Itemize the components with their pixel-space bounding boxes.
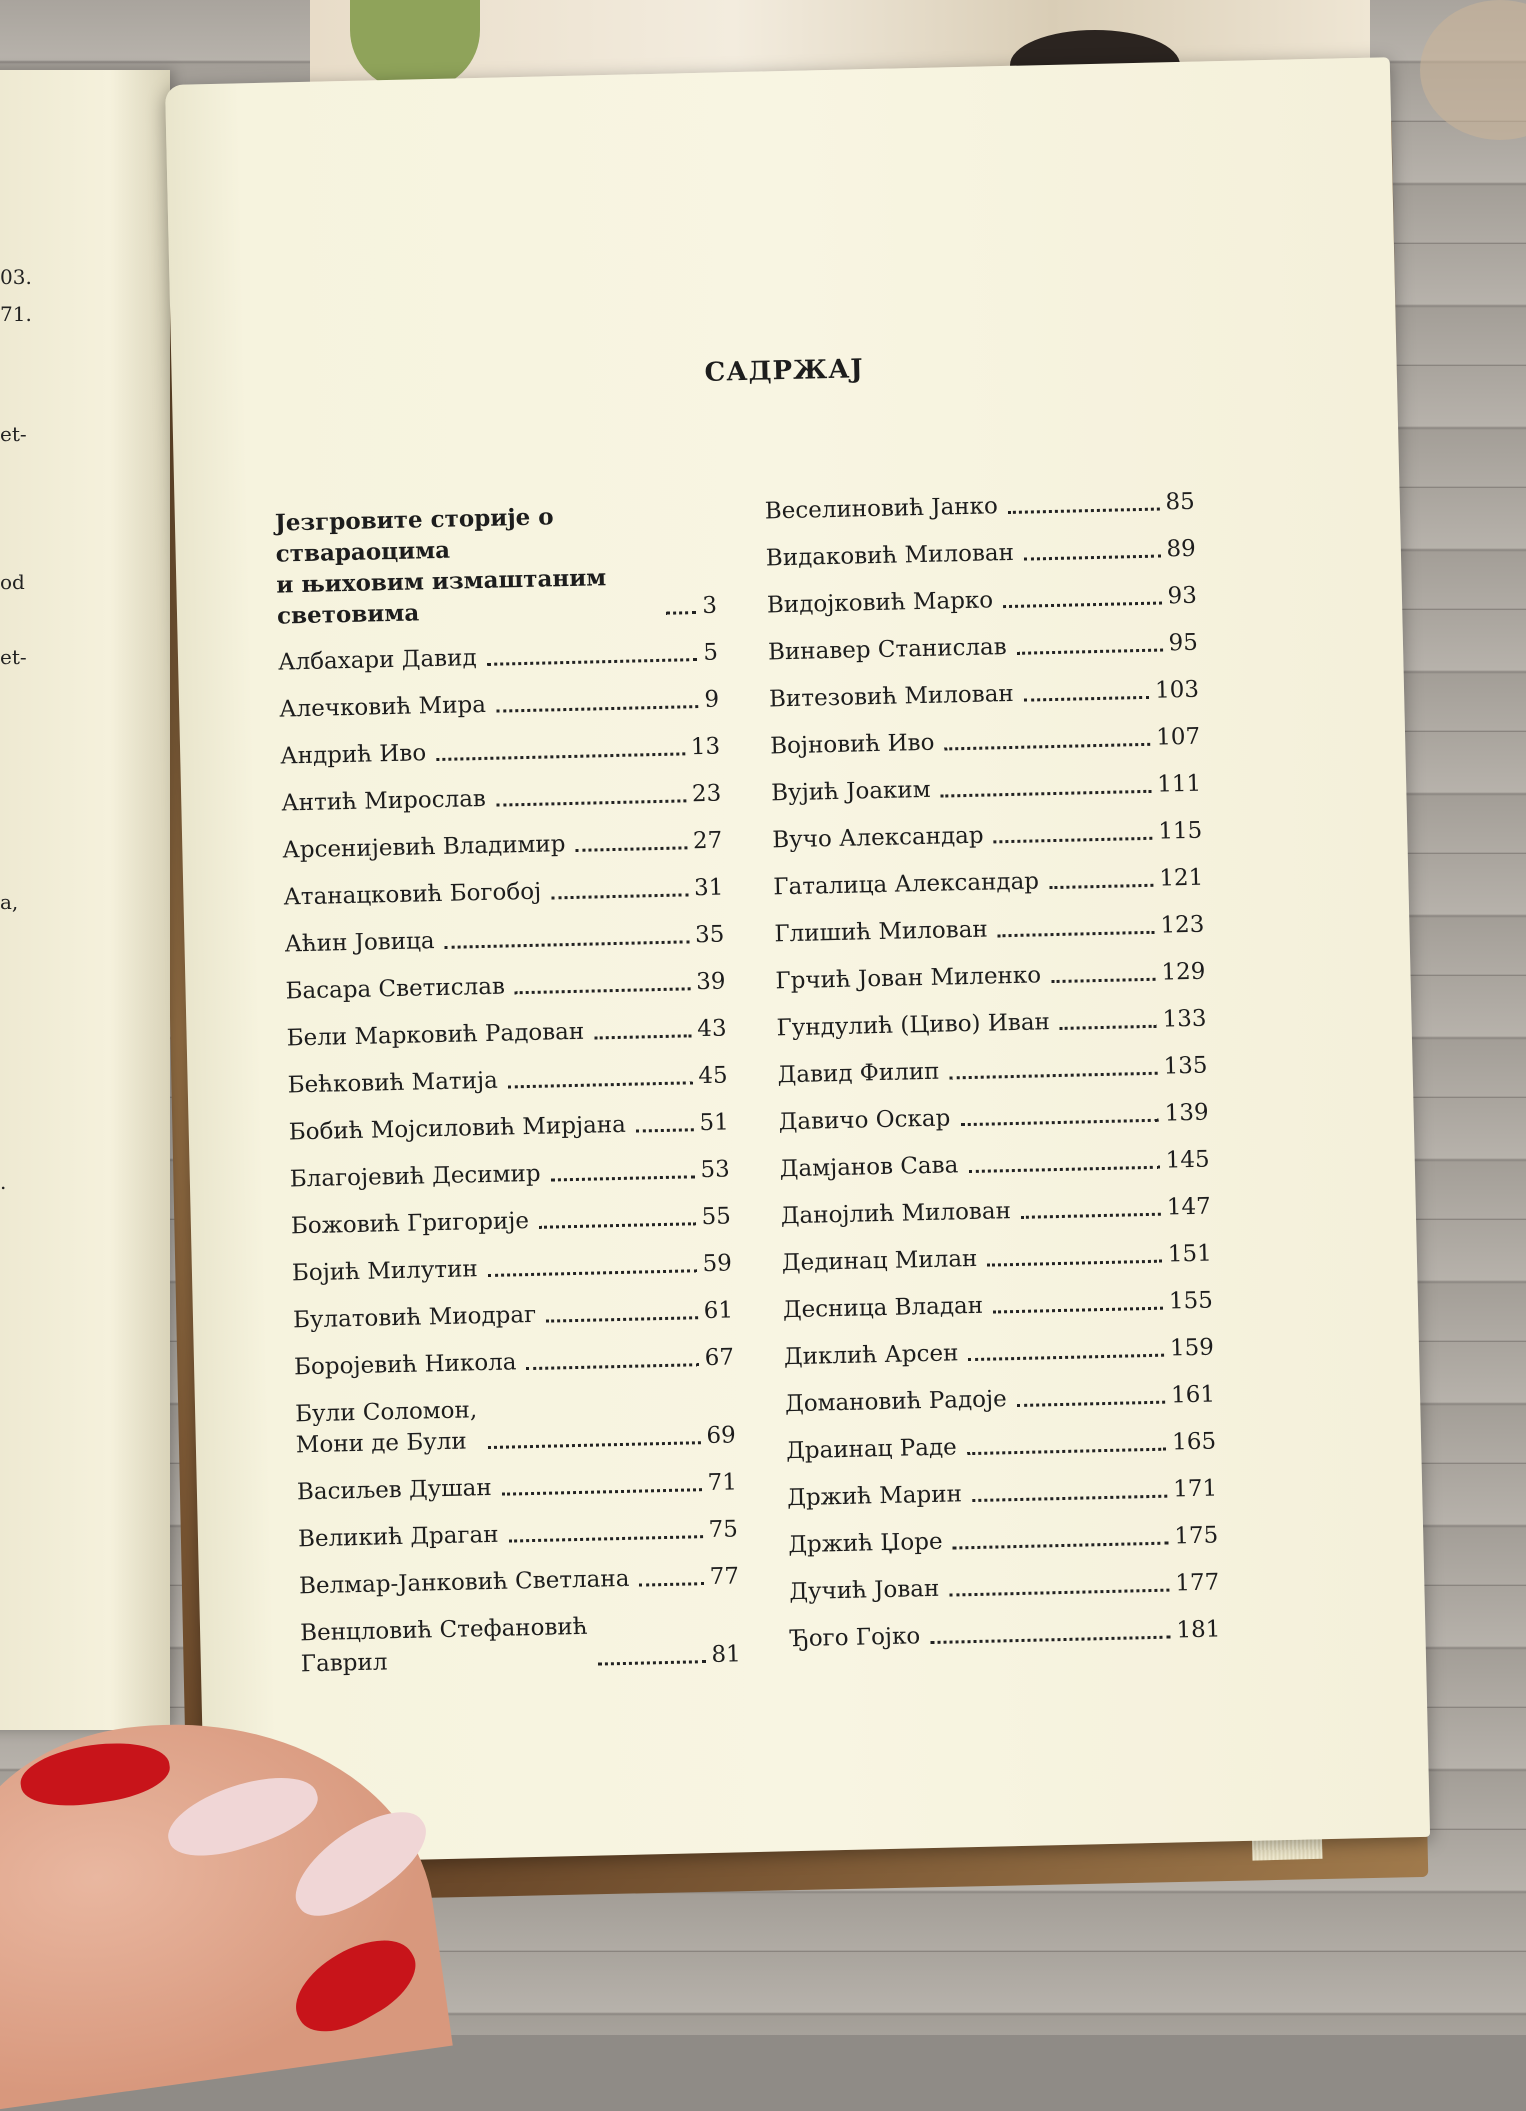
dot-leader [594, 1034, 691, 1039]
toc-entry-name: Десница Владан [782, 1292, 984, 1324]
toc-entry [772, 816, 1203, 857]
toc-entry [290, 1154, 731, 1195]
toc-entry-page: 155 [1168, 1287, 1214, 1315]
toc-entry-name: Алечковић Мира [278, 691, 487, 723]
toc-entry [288, 1107, 729, 1148]
toc-entry [293, 1295, 734, 1336]
toc-entry-page: 139 [1164, 1099, 1209, 1127]
toc-right-column [764, 487, 1221, 1671]
toc-entry-name: Давид Филип [777, 1058, 940, 1089]
toc-entry [275, 498, 718, 632]
dot-leader [1024, 696, 1149, 702]
toc-entry [784, 1333, 1215, 1374]
toc-entry-name: Басара Светислав [285, 973, 506, 1005]
toc-entry [299, 1561, 740, 1602]
toc-entry [291, 1201, 732, 1242]
toc-entry-name: Грчић Јован Миленко [775, 962, 1042, 995]
dot-leader [551, 1175, 695, 1181]
dot-leader [496, 705, 699, 713]
toc-entry-name: Дучић Јован [789, 1575, 940, 1606]
dot-leader [972, 1495, 1167, 1502]
toc-entry-name: Були Соломон, Мони де Були [294, 1397, 478, 1459]
toc-entry-name: Данојлић Милован [780, 1198, 1012, 1230]
toc-entry-name: Арсенијевић Владимир [282, 831, 566, 864]
toc-entry-name: Гундулић (Циво) Иван [776, 1009, 1051, 1042]
toc-entry-page: 39 [695, 968, 726, 996]
left-page-fragment: et- [0, 422, 27, 446]
toc-entry [768, 628, 1199, 669]
toc-entry-page: 133 [1162, 1005, 1207, 1033]
dot-leader [445, 940, 690, 949]
toc-entry [769, 675, 1200, 716]
dot-leader [1024, 555, 1161, 561]
left-page-fragment: 71. [0, 302, 32, 326]
toc-entry-page: 3 [702, 592, 718, 619]
toc-entry-page: 115 [1157, 817, 1203, 845]
dot-leader [508, 1081, 693, 1088]
toc-entry [774, 910, 1205, 951]
toc-entry-name: Венцловић Стефановић Гаврил [299, 1613, 588, 1678]
toc-entry-name: Видаковић Милован [765, 539, 1015, 572]
dot-leader [987, 1260, 1162, 1267]
dot-leader [666, 611, 696, 615]
dot-leader [1017, 649, 1163, 655]
toc-entry [789, 1567, 1220, 1608]
toc-entry-page: 9 [704, 686, 720, 713]
toc-entry [286, 1014, 727, 1055]
toc-entry-name: Диклић Арсен [783, 1340, 959, 1371]
toc-entry-name: Андрић Иво [279, 740, 427, 770]
toc-entry-page: 107 [1155, 723, 1201, 751]
dot-leader [515, 987, 690, 994]
toc-entry-page: 81 [711, 1641, 742, 1669]
toc-entry-name: Албахари Давид [277, 645, 477, 676]
toc-entry-page: 77 [709, 1563, 740, 1591]
dot-leader [960, 1119, 1159, 1127]
toc-entry [282, 826, 723, 867]
dot-leader [487, 658, 698, 666]
toc-entry-page: 95 [1168, 629, 1199, 657]
dot-leader [509, 1535, 703, 1542]
toc-entry-page: 23 [691, 780, 722, 808]
left-page-fragment: 03. [0, 265, 32, 289]
toc-entry-name: Давичо Оскар [778, 1105, 951, 1136]
toc-entry-name: Боројевић Никола [293, 1349, 517, 1381]
toc-entry-name: Држић Џоре [787, 1528, 943, 1559]
dot-leader [539, 1222, 696, 1229]
toc-entry-name: Ђого Гојко [790, 1623, 921, 1653]
toc-entry [297, 1467, 738, 1508]
toc-entry [786, 1427, 1217, 1468]
toc-entry-name: Гаталица Александар [773, 868, 1040, 901]
toc-entry [295, 1389, 736, 1461]
toc-entry [285, 967, 726, 1008]
toc-entry-page: 121 [1159, 864, 1204, 892]
toc-entry [777, 1051, 1208, 1092]
left-page-fragment: a, [0, 890, 19, 914]
toc-entry-name: Домановић Радоје [784, 1386, 1008, 1418]
toc-entry-page: 147 [1166, 1193, 1212, 1221]
toc-entry-name: Веселиновић Јанко [764, 493, 999, 525]
dot-leader [488, 1441, 701, 1449]
toc-entry-page: 123 [1160, 911, 1205, 939]
toc-entry [766, 534, 1197, 575]
toc-entry-name: Бећковић Матија [287, 1067, 499, 1099]
dot-leader [636, 1128, 694, 1132]
toc-entry-name: Бобић Мојсиловић Мирјана [288, 1111, 627, 1146]
toc-entry-page: 59 [702, 1250, 733, 1278]
toc-entry-page: 45 [698, 1062, 728, 1090]
toc-left-column [275, 498, 742, 1697]
toc-entry [283, 873, 724, 914]
toc-entry-page: 71 [707, 1469, 738, 1497]
dot-leader [576, 846, 688, 852]
toc-entry-name: Витезовић Милован [768, 680, 1015, 713]
toc-entry [778, 1098, 1209, 1139]
toc-entry-name: Бели Марковић Радован [286, 1018, 585, 1052]
dot-leader [993, 1307, 1163, 1314]
left-page-fragment: od [0, 570, 25, 594]
toc-entry-name: Булатовић Миодраг [292, 1301, 537, 1334]
toc-entry-name: Винавер Станислав [767, 634, 1007, 666]
toc-entry-page: 53 [700, 1156, 731, 1184]
dot-leader [1003, 602, 1162, 609]
toc-entry-page: 13 [690, 733, 721, 761]
toc-entry-name: Језгровите сторије о ствараоцима и њиховим измаштаним световима [274, 503, 607, 630]
toc-entry [773, 863, 1204, 904]
toc-entry-name: Видојковић Марко [766, 587, 994, 619]
toc-entry-name: Бојић Милутин [291, 1256, 478, 1287]
toc-entry-page: 135 [1163, 1052, 1208, 1080]
dot-leader [967, 1448, 1167, 1456]
toc-entry-page: 55 [701, 1203, 732, 1231]
left-page-fragment: . [0, 1170, 7, 1194]
page-title: САДРЖАЈ [704, 354, 865, 388]
dot-leader [1021, 1213, 1161, 1219]
dot-leader [1049, 884, 1153, 889]
toc-entry-page: 27 [692, 827, 723, 855]
toc-entry [785, 1380, 1216, 1421]
toc-entry-name: Аћин Јовица [284, 928, 435, 958]
dot-leader [945, 743, 1151, 751]
toc-entry [284, 920, 725, 961]
toc-entry-page: 85 [1165, 488, 1196, 516]
toc-entry-page: 171 [1172, 1475, 1218, 1503]
dot-leader [994, 837, 1153, 844]
toc-entry-name: Војновић Иво [769, 729, 935, 760]
dot-leader [1008, 508, 1160, 514]
toc-entry [300, 1608, 741, 1680]
toc-entry-name: Глишић Милован [774, 916, 989, 948]
toc-entry-page: 129 [1161, 958, 1206, 986]
toc-entry-page: 35 [694, 921, 725, 949]
napkin-pattern-green [350, 0, 480, 90]
dot-leader [551, 893, 688, 899]
toc-entry [771, 769, 1202, 810]
contents-page [165, 57, 1430, 1864]
toc-entry-page: 69 [706, 1422, 737, 1450]
toc-entry [790, 1614, 1221, 1655]
dot-leader [949, 1589, 1169, 1597]
toc-entry-name: Антић Мирослав [281, 785, 487, 817]
toc-entry [281, 779, 722, 820]
toc-entry-name: Вучо Александар [771, 822, 984, 854]
toc-entry [764, 487, 1195, 528]
dot-leader [953, 1542, 1169, 1550]
toc-entry-page: 159 [1169, 1334, 1215, 1362]
dot-leader [1060, 1025, 1157, 1030]
toc-entry [280, 732, 721, 773]
toc-entry-page: 161 [1170, 1381, 1216, 1409]
dot-leader [488, 1269, 697, 1277]
dot-leader [950, 1072, 1158, 1080]
dot-leader [930, 1636, 1170, 1644]
toc-entry-name: Великић Драган [297, 1521, 499, 1553]
toc-entry [787, 1473, 1218, 1514]
toc-entry [783, 1286, 1214, 1327]
dot-leader [598, 1660, 705, 1665]
toc-entry-page: 31 [693, 874, 724, 902]
dot-leader [496, 799, 686, 806]
toc-entry-page: 175 [1173, 1522, 1219, 1550]
toc-entry [782, 1239, 1213, 1280]
toc-entry-name: Вујић Јоаким [770, 776, 931, 807]
left-page-fragment: et- [0, 645, 27, 669]
toc-entry [298, 1514, 739, 1555]
toc-entry [287, 1060, 728, 1101]
toc-entry-page: 103 [1154, 676, 1200, 704]
toc-entry-page: 165 [1171, 1428, 1217, 1456]
left-page [0, 70, 170, 1730]
toc-entry [779, 1145, 1210, 1186]
dot-leader [639, 1582, 703, 1586]
dot-leader [527, 1363, 699, 1370]
toc-entry [776, 1004, 1207, 1045]
dot-leader [941, 790, 1152, 798]
toc-entry-page: 177 [1175, 1569, 1220, 1597]
dot-leader [436, 752, 685, 761]
dot-leader [968, 1166, 1160, 1173]
toc-entry-page: 89 [1166, 535, 1197, 563]
toc-entry-page: 61 [703, 1297, 734, 1325]
toc-entry-page: 151 [1167, 1240, 1213, 1268]
toc-entry-name: Велмар-Јанковић Светлана [298, 1565, 630, 1600]
toc-entry-page: 181 [1176, 1616, 1221, 1644]
toc-entry [775, 957, 1206, 998]
toc-entry-page: 75 [708, 1516, 739, 1544]
toc-entry-page: 5 [703, 639, 719, 666]
toc-entry-name: Дамјанов Сава [779, 1152, 959, 1183]
toc-entry-page: 51 [699, 1109, 729, 1137]
toc-entry-name: Васиљев Душан [296, 1474, 492, 1506]
dot-leader [1017, 1401, 1165, 1407]
toc-entry [767, 581, 1198, 622]
toc-entry [788, 1520, 1219, 1561]
toc-entry [780, 1192, 1211, 1233]
toc-entry [279, 685, 720, 726]
toc-entry-page: 145 [1165, 1146, 1210, 1174]
toc-entry-name: Дединац Милан [781, 1245, 978, 1277]
toc-entry [770, 722, 1201, 763]
dot-leader [1051, 978, 1155, 983]
dot-leader [502, 1488, 702, 1496]
toc-entry [294, 1342, 735, 1383]
toc-entry [292, 1248, 733, 1289]
dot-leader [998, 931, 1155, 938]
dot-leader [546, 1316, 698, 1322]
toc-entry-page: 43 [696, 1015, 727, 1043]
toc-entry-name: Атанацковић Богобој [283, 878, 542, 911]
dot-leader [969, 1354, 1165, 1361]
toc-entry-name: Божовић Григорије [290, 1208, 530, 1240]
toc-entry-name: Благојевић Десимир [289, 1160, 541, 1193]
toc-entry-page: 111 [1156, 770, 1202, 798]
toc-entry-page: 67 [704, 1344, 735, 1372]
toc-entry-page: 93 [1167, 582, 1198, 610]
toc-entry [278, 638, 719, 679]
toc-entry-name: Држић Марин [786, 1481, 963, 1512]
toc-entry-name: Драинац Раде [785, 1434, 957, 1465]
